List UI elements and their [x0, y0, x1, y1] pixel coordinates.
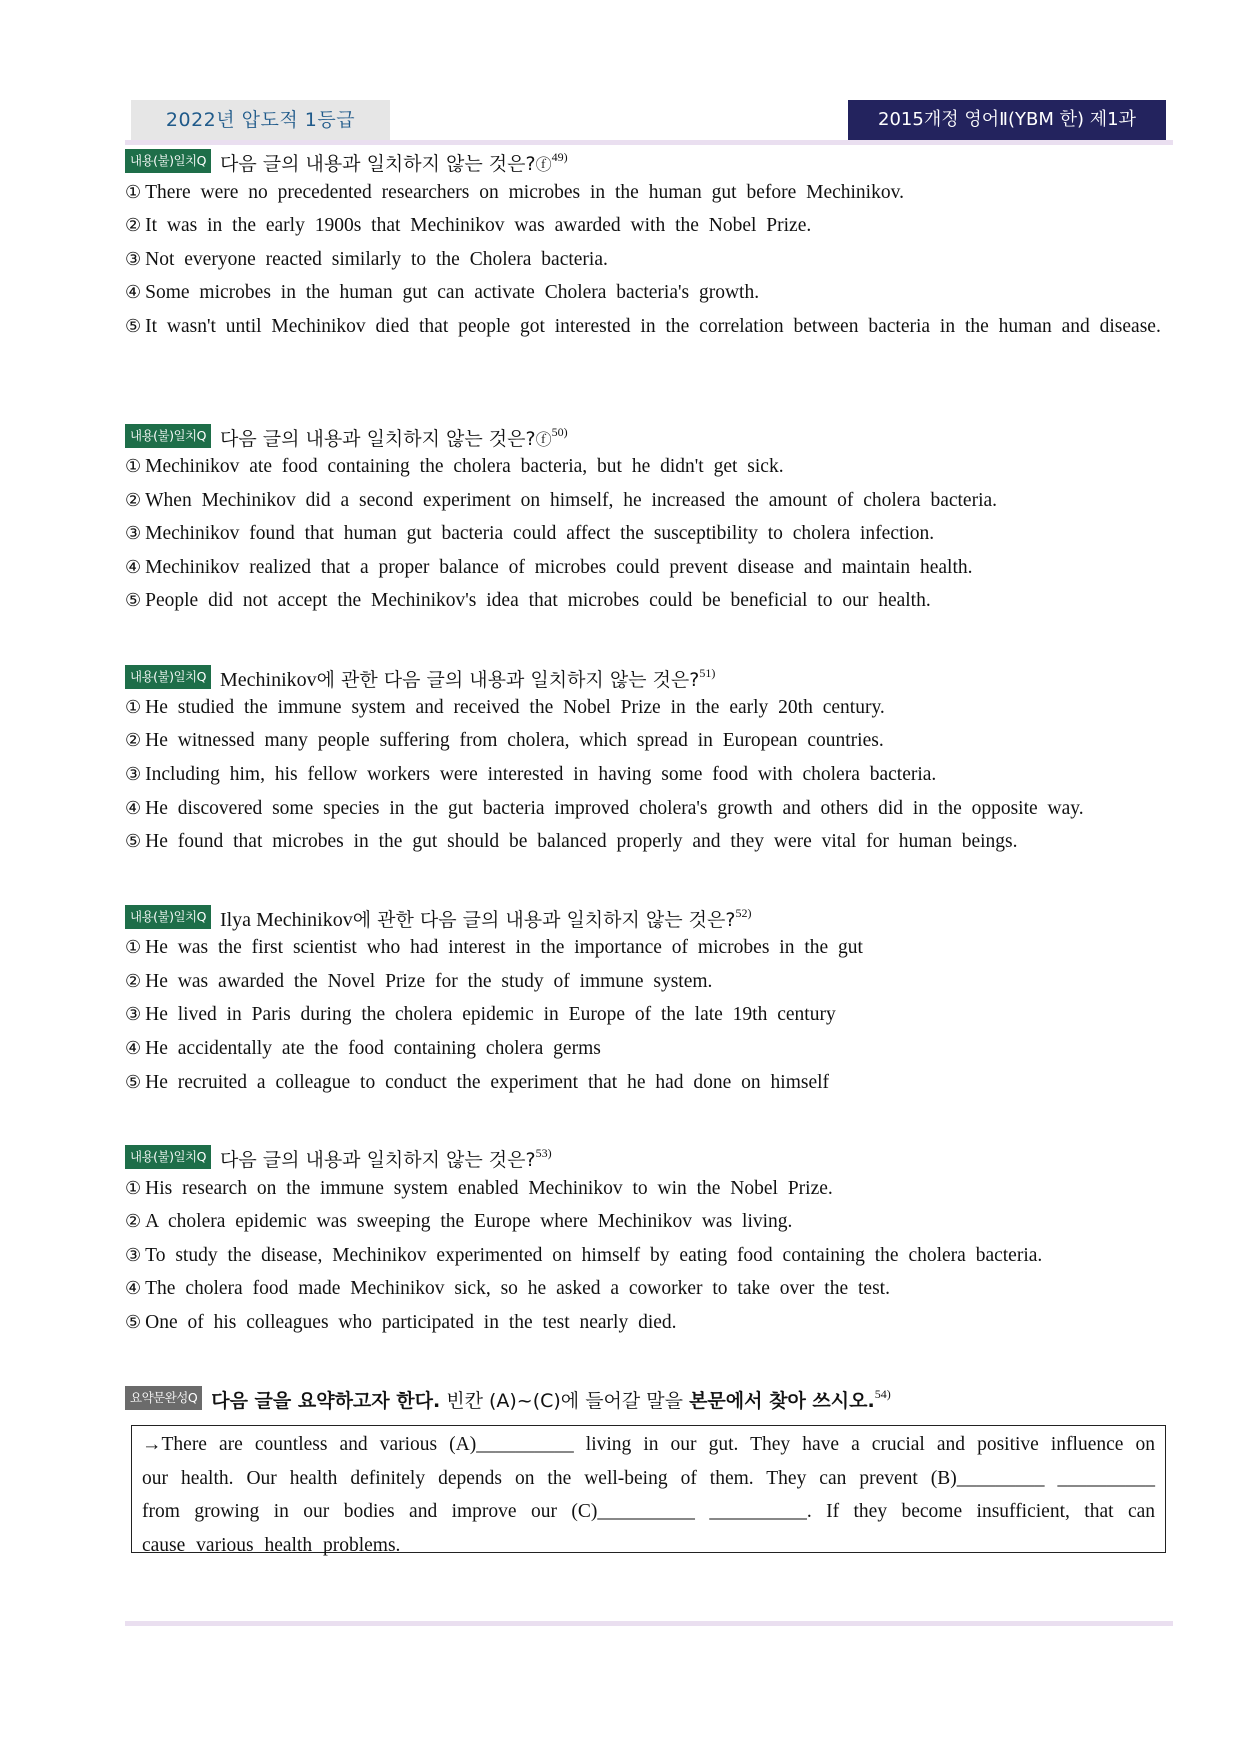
- question-type-badge: 내용(불)일치Q: [125, 149, 211, 173]
- question-51-header: [125, 660, 716, 691]
- option-5[interactable]: ⑤ One of his colleagues who participated in the test nearly died.: [125, 1312, 677, 1333]
- header-grade-label: 2022년 압도적 1등급: [131, 100, 390, 140]
- option-4[interactable]: ④ Some microbes in the human gut can activate Cholera bacteria's growth.: [125, 282, 760, 303]
- footnote-ref: 52): [735, 906, 752, 920]
- option-2[interactable]: ② It was in the early 1900s that Mechinikov was awarded with the Nobel Prize.: [125, 215, 812, 236]
- option-5[interactable]: ⑤ It wasn't until Mechinikov died that people got interested in the correlation between bacteria in the human and disease.: [125, 316, 1161, 337]
- option-5[interactable]: ⑤ People did not accept the Mechinikov's idea that microbes could be beneficial to our health.: [125, 590, 931, 611]
- option-3[interactable]: ③ He lived in Paris during the cholera epidemic in Europe of the late 19th century: [125, 1004, 836, 1025]
- f-circle-icon: ⓕ: [535, 430, 552, 449]
- option-2[interactable]: ② He witnessed many people suffering from cholera, which spread in European countries.: [125, 730, 884, 751]
- option-2[interactable]: ② When Mechinikov did a second experiment on himself, he increased the amount of cholera bacteria.: [125, 490, 998, 511]
- option-5[interactable]: ⑤ He found that microbes in the gut should be balanced properly and they were vital for human beings.: [125, 831, 1018, 852]
- footnote-ref: 54): [874, 1387, 891, 1401]
- footer-divider: [125, 1621, 1173, 1626]
- arrow-icon: →: [142, 1434, 162, 1455]
- footnote-ref: 49): [551, 150, 568, 164]
- option-1[interactable]: ① His research on the immune system enabled Mechinikov to win the Nobel Prize.: [125, 1178, 833, 1199]
- option-3[interactable]: ③ Mechinikov found that human gut bacteria could affect the susceptibility to cholera infection.: [125, 523, 935, 544]
- option-4[interactable]: ④ Mechinikov realized that a proper balance of microbes could prevent disease and maintain health.: [125, 557, 973, 578]
- option-4[interactable]: ④ The cholera food made Mechinikov sick, so he asked a coworker to take over the test.: [125, 1278, 890, 1299]
- question-title: Ilya Mechinikov에 관한 다음 글의 내용과 일치하지 않는 것은?$^{52)}$: [219, 906, 752, 931]
- option-3[interactable]: ③ To study the disease, Mechinikov experimented on himself by eating food containing the cholera bacteria.: [125, 1245, 1043, 1266]
- blank-c-1[interactable]: __________: [597, 1501, 695, 1522]
- option-1[interactable]: ① Mechinikov ate food containing the cholera bacteria, but he didn't get sick.: [125, 456, 784, 477]
- option-3[interactable]: ③ Not everyone reacted similarly to the Cholera bacteria.: [125, 249, 608, 270]
- option-1[interactable]: ① There were no precedented researchers on microbes in the human gut before Mechinikov.: [125, 182, 904, 203]
- question-title: 다음 글의 내용과 일치하지 않는 것은?$^{53)}$: [219, 1146, 552, 1171]
- option-4[interactable]: ④ He accidentally ate the food containing cholera germs: [125, 1038, 601, 1059]
- option-1[interactable]: ① He studied the immune system and received the Nobel Prize in the early 20th century.: [125, 697, 885, 718]
- blank-a[interactable]: __________: [476, 1434, 574, 1455]
- question-title: Mechinikov에 관한 다음 글의 내용과 일치하지 않는 것은?$^{51)}$: [219, 666, 716, 691]
- question-title: 다음 글의 내용과 일치하지 않는 것은?ⓕ$^{50)}$: [219, 425, 568, 450]
- question-title: 다음 글을 요약하고자 한다. 빈칸 (A)~(C)에 들어갈 말을 본문에서 찾아 쓰시오.$^{54)}$: [211, 1387, 891, 1412]
- question-49-header: [125, 144, 568, 175]
- option-2[interactable]: ② A cholera epidemic was sweeping the Europe where Mechinikov was living.: [125, 1211, 793, 1232]
- option-3[interactable]: ③ Including him, his fellow workers were interested in having some food with cholera bacteria.: [125, 764, 937, 785]
- option-5[interactable]: ⑤ He recruited a colleague to conduct the experiment that he had done on himself: [125, 1072, 830, 1093]
- question-52-header: [125, 900, 752, 931]
- option-2[interactable]: ② He was awarded the Novel Prize for the study of immune system.: [125, 971, 713, 992]
- summary-question-header: [125, 1381, 891, 1412]
- question-title: 다음 글의 내용과 일치하지 않는 것은?ⓕ$^{49)}$: [219, 150, 568, 175]
- question-type-badge: 내용(불)일치Q: [125, 905, 211, 929]
- blank-b-2[interactable]: __________: [1057, 1467, 1156, 1489]
- blank-c-2[interactable]: __________: [709, 1501, 807, 1522]
- question-type-badge: 내용(불)일치Q: [125, 424, 211, 448]
- question-type-badge: 내용(불)일치Q: [125, 665, 211, 689]
- option-4[interactable]: ④ He discovered some species in the gut bacteria improved cholera's growth and others did in the opposite way.: [125, 798, 1084, 819]
- f-circle-icon: ⓕ: [535, 155, 552, 174]
- header-course-label: 2015개정 영어Ⅱ(YBM 한) 제1과: [848, 100, 1166, 140]
- question-53-header: [125, 1140, 552, 1171]
- option-1[interactable]: ① He was the first scientist who had interest in the importance of microbes in the gut: [125, 937, 863, 958]
- footnote-ref: 50): [551, 425, 568, 439]
- question-type-badge: 요약문완성Q: [125, 1386, 202, 1410]
- summary-box: →There are countless and various (A)__________ living in our gut. They have a crucial and positive influence on our health. Our health definitely depends on the well-being of them. They can prevent (B)_________ __________ from growing in our bodies and improve our (C)__________ __________. If they become insufficient, that can cause various health problems.: [131, 1425, 1166, 1553]
- question-50-header: [125, 419, 568, 450]
- blank-b-1[interactable]: _________: [956, 1467, 1045, 1489]
- footnote-ref: 53): [535, 1146, 552, 1160]
- footnote-ref: 51): [699, 666, 716, 680]
- question-type-badge: 내용(불)일치Q: [125, 1145, 211, 1169]
